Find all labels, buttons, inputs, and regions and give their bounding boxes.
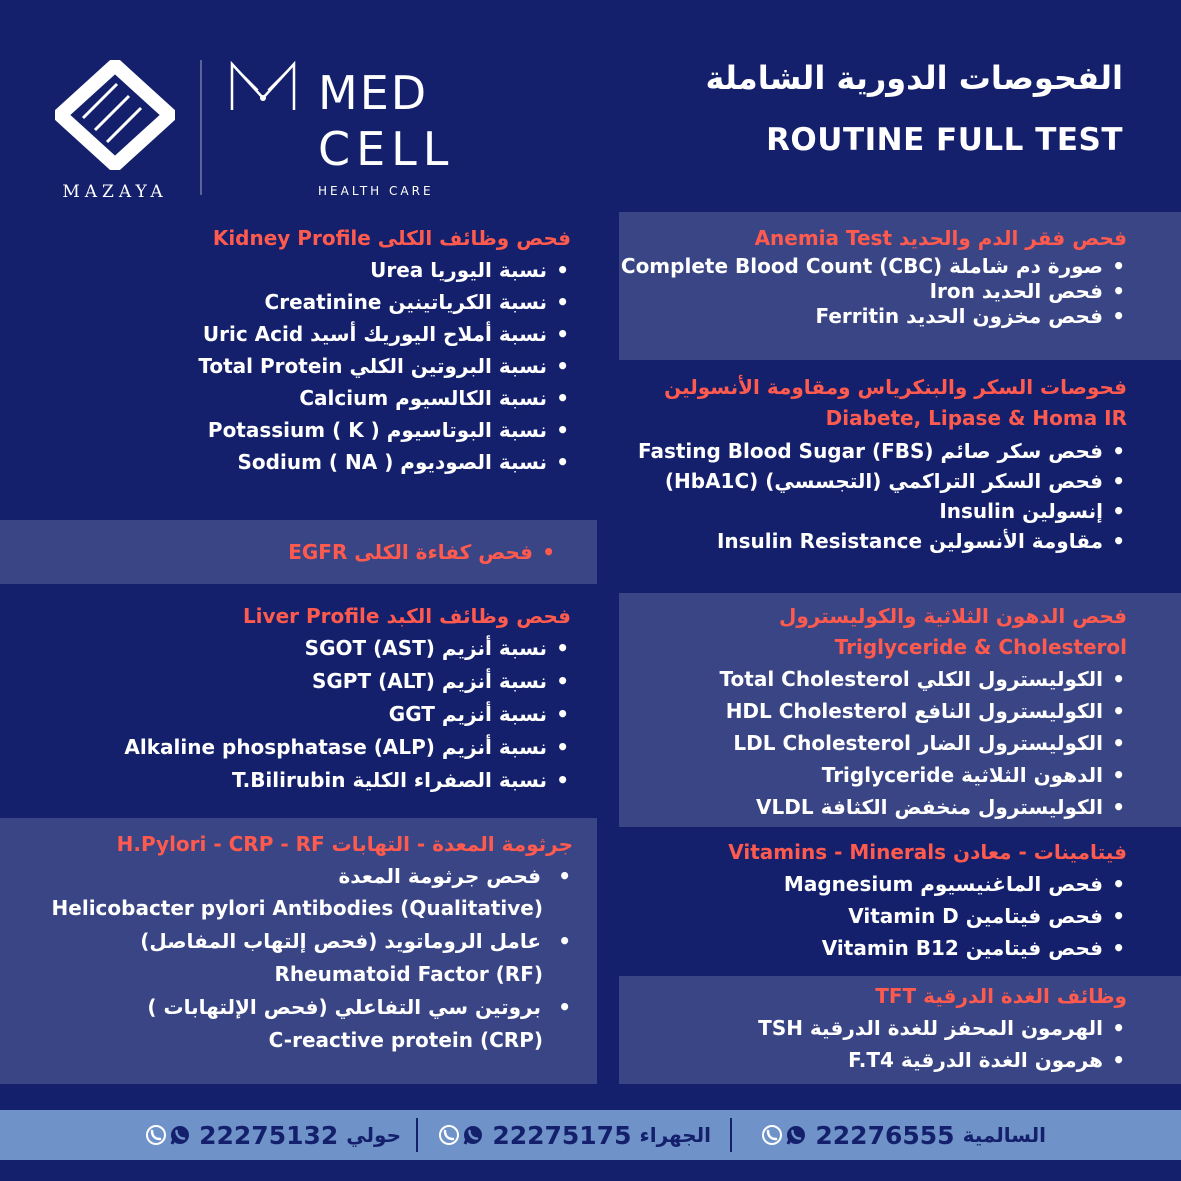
hpylori-item-ar: • عامل الروماتويد (فحص إلتهاب المفاصل) [13,924,573,958]
diabetes-title-ar: فحوصات السكر والبنكرياس ومقاومة الأنسولين [664,375,1127,399]
liver-item: • نسبة أنزيم (Alkaline phosphatase (ALP [11,731,571,764]
anemia-item: • فحص الحديد Iron [627,279,1127,304]
title-english: ROUTINE FULL TEST [766,122,1123,158]
medcell-line2: CELL [318,122,455,176]
vitamins-item: • فحص الماغنيسيوم Magnesium [627,868,1127,900]
mazaya-logo [55,60,175,200]
hpylori-item-ar: • بروتين سي التفاعلي (فحص الإلتهابات ) [13,990,573,1024]
kidney-item: • نسبة الكرياتينين Creatinine [11,286,571,318]
anemia-title: فحص فقر الدم والحديد Anemia Test [754,226,1127,250]
anemia-item: • صورة دم شاملة (Complete Blood Count (CBC [627,254,1127,279]
hpylori-item-en: C-reactive protein (CRP) [268,1028,543,1052]
branch-hawally [145,1110,401,1160]
diabetes-item: • مقاومة الأنسولين Insulin Resistance [607,526,1127,556]
whatsapp-icon [785,1124,807,1146]
diabetes-item: • فحص السكر التراكمي (التجسسي) (HbA1C) [607,466,1127,496]
hpylori-title: جرثومة المعدة - التهابات H.Pylori - CRP - RF [116,832,573,856]
liver-title: فحص وظائف الكبد Liver Profile [242,604,571,628]
mazaya-name: MAZAYA [62,182,168,202]
hpylori-item-ar: • فحص جرثومة المعدة [13,860,573,892]
kidney-item: • نسبة البوتاسيوم ( K ) Potassium [11,414,571,446]
phone-icon [761,1124,783,1146]
tft-panel [619,976,1181,1084]
vitamins-item: • فحص فيتامين Vitamin B12 [627,932,1127,964]
diabetes-title-en: Diabete, Lipase & Homa IR [825,406,1127,430]
lipid-item: • الكوليسترول منخفض الكثافة VLDL [627,791,1127,823]
title-arabic: الفحوصات الدورية الشاملة [705,59,1123,97]
whatsapp-icon [462,1124,484,1146]
hpylori-section [13,830,573,1056]
kidney-item: • نسبة الكالسيوم Calcium [11,382,571,414]
liver-item: • نسبة الصفراء الكلية T.Bilirubin [11,764,571,797]
branch-name: حولي [346,1123,401,1147]
hpylori-item-en: Rheumatoid Factor (RF) [274,962,543,986]
branch-name: السالمية [962,1123,1046,1147]
branch-phone[interactable]: 22276555 [815,1120,955,1150]
branch-salmiya [761,1110,1046,1160]
hpylori-item-en: Helicobacter pylori Antibodies (Qualitative) [51,896,543,920]
footer-separator [730,1118,732,1152]
lipid-item: • الدهون الثلاثية Triglyceride [627,759,1127,791]
medcell-logo [228,60,455,200]
kidney-section [11,224,571,478]
liver-item: • نسبة أنزيم (SGOT (AST [11,632,571,665]
footer-separator [416,1118,418,1152]
branch-phone[interactable]: 22275175 [492,1120,632,1150]
tft-item: • هرمون الغدة الدرقية F.T4 [627,1044,1127,1076]
medcell-line1: MED [318,66,429,120]
branch-phone[interactable]: 22275132 [199,1120,339,1150]
branch-jahra [438,1110,711,1160]
lipid-panel [619,593,1181,827]
lipid-item: • الكوليسترول الكلي Total Cholesterol [627,663,1127,695]
liver-item: • نسبة أنزيم GGT [11,698,571,731]
phone-icon [438,1124,460,1146]
lipid-title-en: Triglyceride & Cholesterol [834,635,1127,659]
kidney-title: فحص وظائف الكلى Kidney Profile [212,226,571,250]
medcell-mark-icon [228,60,298,115]
tft-title: وظائف الغدة الدرقية TFT [875,984,1127,1008]
hpylori-panel [0,818,597,1084]
whatsapp-icon [169,1124,191,1146]
vitamins-item: • فحص فيتامين Vitamin D [627,900,1127,932]
phone-icon [145,1124,167,1146]
medcell-sub: HEALTH CARE [318,184,434,198]
diabetes-item: • إنسولين Insulin [607,496,1127,526]
lipid-item: • الكوليسترول الضار LDL Cholesterol [627,727,1127,759]
logo-divider [200,60,202,195]
diabetes-item: • فحص سكر صائم (Fasting Blood Sugar (FBS [607,436,1127,466]
kidney-item: • نسبة أملاح اليوريك أسيد Uric Acid [11,318,571,350]
tft-item: • الهرمون المحفز للغدة الدرقية TSH [627,1012,1127,1044]
lipid-title-ar: فحص الدهون الثلاثية والكوليسترول [779,604,1127,628]
liver-section [11,602,571,797]
vitamins-section [627,838,1127,964]
anemia-panel [619,212,1181,360]
egfr-panel [0,520,597,584]
mazaya-logo-icon [55,60,175,170]
footer-bar [0,1110,1181,1160]
kidney-item: • نسبة البروتين الكلي Total Protein [11,350,571,382]
lipid-item: • الكوليسترول النافع HDL Cholesterol [627,695,1127,727]
anemia-section [620,224,1127,329]
diabetes-section [607,372,1127,556]
egfr-title: • فحص كفاءة الكلى EGFR [0,538,557,566]
anemia-item: • فحص مخزون الحديد Ferritin [627,304,1127,329]
tft-section [627,982,1127,1076]
kidney-item: • نسبة الصوديوم ( NA ) Sodium [11,446,571,478]
liver-item: • نسبة أنزيم (SGPT (ALT [11,665,571,698]
branch-name: الجهراء [639,1123,711,1147]
lipid-section [627,601,1127,823]
vitamins-title: فيتامينات - معادن Vitamins - Minerals [728,840,1127,864]
kidney-item: • نسبة اليوريا Urea [11,254,571,286]
